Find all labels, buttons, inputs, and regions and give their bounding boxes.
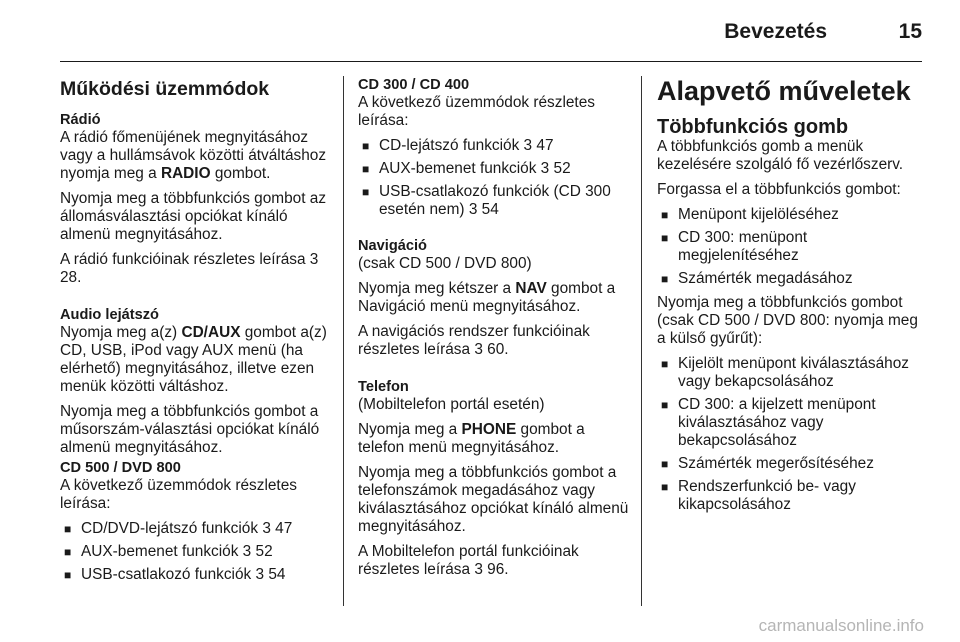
radio-paragraph: A rádió főmenüjének megnyitásához vagy a hullámsávok közötti átváltáshoz nyomja meg a RADIO gombot.: [60, 129, 327, 182]
phone-paragraph: Nyomja meg a PHONE gombot a telefon menü megnyitásához.: [358, 421, 585, 456]
list-item: ■ CD 300: menüpont megjelenítéséhez: [657, 229, 929, 265]
phone-reference: A Mobiltelefon portál funkcióinak részletes leírása 3 96.: [358, 543, 579, 578]
radio-heading: Rádió: [60, 112, 101, 128]
audio-heading: Audio lejátszó: [60, 307, 159, 323]
column-divider: [641, 76, 642, 606]
multifunction-knob-title: Többfunkciós gomb: [657, 116, 849, 138]
cd300-heading: CD 300 / CD 400: [358, 77, 470, 93]
middle-column: [358, 76, 630, 586]
cd300-list: [358, 137, 630, 219]
list-item: ■ Rendszerfunkció be- vagy kikapcsolásához: [657, 478, 929, 514]
radio-button-label: RADIO: [160, 165, 211, 182]
press-intro: Nyomja meg a többfunkciós gombot (csak CD 500 / DVD 800: nyomja meg a külső gyűrűt):: [657, 294, 918, 347]
list-item: ■ Menüpont kijelöléséhez: [657, 206, 929, 224]
rotate-list: [657, 206, 929, 288]
radio-paragraph: Nyomja meg a többfunkciós gombot az állomásválasztási opciókat kínáló almenü megnyitásához.: [60, 190, 327, 243]
basic-operations-title: Alapvető műveletek: [657, 76, 911, 106]
list-item: ■ CD 300: a kijelzett menüpont kiválasztásához vagy bekapcsolásához: [657, 396, 929, 450]
rotate-intro: Forgassa el a többfunkciós gombot:: [657, 181, 901, 198]
press-list: [657, 355, 929, 514]
page-header: [60, 0, 922, 62]
list-item: ■ USB-csatlakozó funkciók 3 54: [60, 566, 332, 584]
phone-heading: Telefon: [358, 379, 409, 395]
list-item: ■ USB-csatlakozó funkciók (CD 300 esetén nem) 3 54: [358, 183, 630, 219]
column-divider: [343, 76, 344, 606]
left-column: [60, 76, 332, 590]
radio-reference: A rádió funkcióinak részletes leírása 3 28.: [60, 251, 319, 286]
list-item: ■ AUX-bemenet funkciók 3 52: [60, 543, 332, 561]
cd300-intro: A következő üzemmódok részletes leírása:: [358, 94, 595, 129]
phone-paragraph: (Mobiltelefon portál esetén): [358, 396, 545, 413]
section-title: Bevezetés: [724, 20, 827, 43]
cd500-intro: A következő üzemmódok részletes leírása:: [60, 477, 297, 512]
knob-description: A többfunkciós gomb a menük kezelésére szolgáló fő vezérlőszerv.: [657, 138, 904, 173]
nav-paragraph: Nyomja meg kétszer a NAV gombot a Navigáció menü megnyitásához.: [358, 280, 616, 315]
phone-button-label: PHONE: [461, 421, 517, 438]
list-item: ■ Számérték megerősítéséhez: [657, 455, 929, 473]
cd500-list: [60, 520, 332, 584]
watermark: carmanualsonline.info: [758, 616, 924, 635]
cdaux-button-label: CD/AUX: [181, 324, 241, 341]
audio-paragraph: Nyomja meg a többfunkciós gombot a műsorszám-választási opciókat kínáló almenü megnyitásához.: [60, 403, 320, 456]
audio-paragraph: Nyomja meg a(z) CD/AUX gombot a(z) CD, USB, iPod vagy AUX menü (ha elérhető) megnyitásához, illetve ezen menük közötti váltáshoz.: [60, 324, 327, 395]
list-item: ■ Számérték megadásához: [657, 270, 929, 288]
list-item: ■ CD-lejátszó funkciók 3 47: [358, 137, 630, 155]
nav-heading: Navigáció: [358, 238, 427, 254]
phone-paragraph: Nyomja meg a többfunkciós gombot a telefonszámok megadásához vagy kiválasztásához opciókat kínáló almenü megnyitásához.: [358, 464, 629, 535]
list-item: ■ CD/DVD-lejátszó funkciók 3 47: [60, 520, 332, 538]
page-number: 15: [898, 20, 922, 43]
nav-button-label: NAV: [515, 280, 547, 297]
nav-paragraph: (csak CD 500 / DVD 800): [358, 255, 532, 272]
list-item: ■ Kijelölt menüpont kiválasztásához vagy bekapcsolásához: [657, 355, 929, 391]
modes-title: Működési üzemmódok: [60, 78, 270, 100]
right-column: [657, 76, 929, 520]
cd500-heading: CD 500 / DVD 800: [60, 460, 181, 476]
list-item: ■ AUX-bemenet funkciók 3 52: [358, 160, 630, 178]
nav-reference: A navigációs rendszer funkcióinak részletes leírása 3 60.: [358, 323, 590, 358]
